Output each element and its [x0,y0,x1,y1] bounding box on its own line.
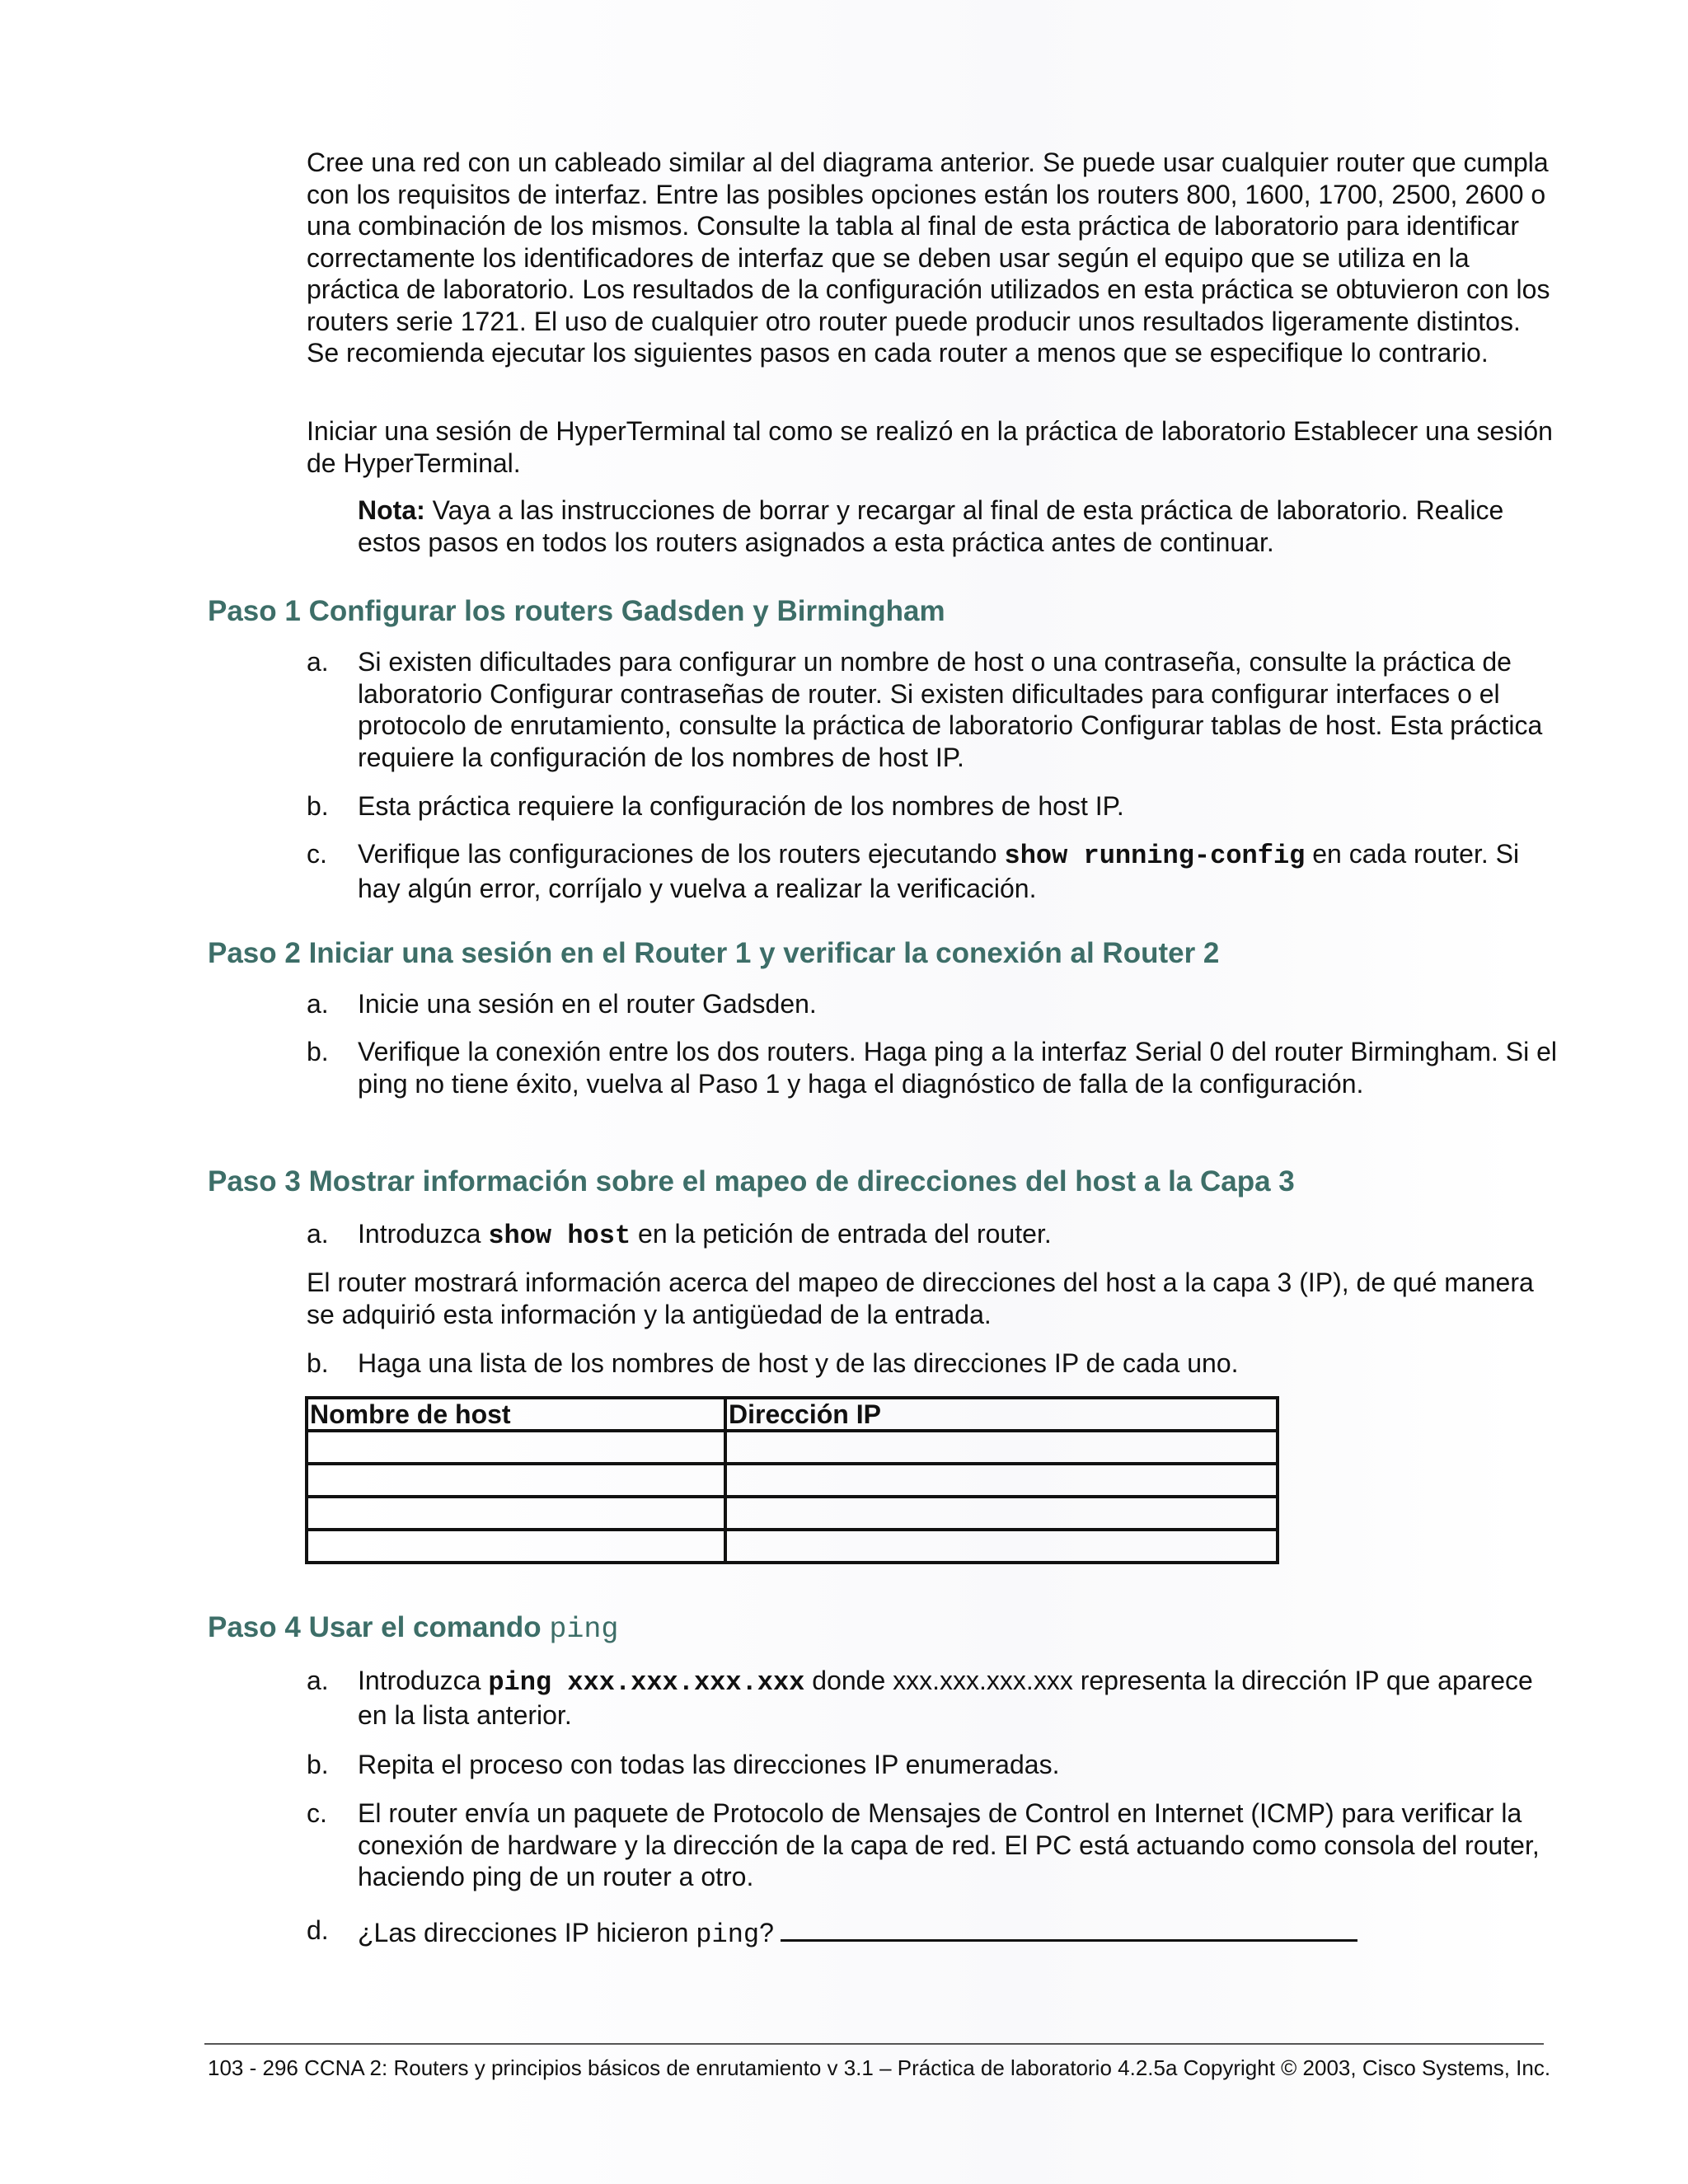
item-label: c. [307,839,327,869]
footer-divider [204,2043,1544,2045]
step-2-item-b [307,1036,1559,1099]
item-label: b. [307,1348,329,1378]
step-1-item-b [307,790,1559,823]
table-row [307,1497,1278,1530]
item-text-pre: Verifique las configuraciones de los routers ejecutando [358,839,1005,869]
note-text: Vaya a las instrucciones de borrar y recargar al final de esta práctica de laboratorio. Realice estos pasos en todos los routers asignados a esta práctica antes de continuar. [358,495,1504,557]
command-show-host: show host [488,1221,631,1251]
item-text-post: en la petición de entrada del router. [631,1219,1052,1249]
item-label: b. [307,791,329,821]
step-2-heading: Paso 2 Iniciar una sesión en el Router 1 y verificar la conexión al Router 2 [208,937,1220,969]
note-label: Nota: [358,495,425,525]
item-label: a. [307,989,329,1019]
note-block [358,494,1545,558]
item-text: Repita el proceso con todas las direcciones IP enumeradas. [358,1750,1060,1779]
command-ping-inline: ping [696,1919,760,1950]
command-show-running-config: show running-config [1004,841,1306,871]
item-text: El router envía un paquete de Protocolo de Mensajes de Control en Internet (ICMP) para verificar la conexión de hardware y la dirección de la capa de red. El PC está actuando como consola del router, haciendo ping de un router a otro. [358,1798,1540,1891]
hostname-cell[interactable] [307,1464,725,1497]
item-text-post: ? [759,1918,774,1947]
item-label: d. [307,1915,329,1945]
step-3-item-a [307,1218,1559,1253]
step-3-item-b [307,1347,1559,1380]
ip-address-cell[interactable] [725,1497,1278,1530]
item-text [358,1665,1559,1731]
item-text [358,1915,1559,1952]
item-text-post: en cada router. Si hay algún error, corríjalo y vuelva a realizar la verificación. [358,839,1520,903]
step-4-heading-command: ping [549,1613,619,1646]
step-3-paragraph: El router mostrará información acerca del mapeo de direcciones del host a la capa 3 (IP), de qué manera se adquirió esta información y la antigüedad de la entrada. [307,1268,1534,1329]
item-text [358,838,1559,904]
column-header-ip-address: Dirección IP [725,1398,1278,1431]
step-1-item-c [307,838,1559,904]
item-text: Inicie una sesión en el router Gadsden. [358,989,817,1019]
page-footer: 103 - 296 CCNA 2: Routers y principios básicos de enrutamiento v 3.1 – Práctica de laboratorio 4.2.5a Copyright © 2003, Cisco Systems, Inc. [208,2055,1551,2080]
table-row [307,1464,1278,1497]
hostname-cell[interactable] [307,1431,725,1464]
step-4-heading-text: Paso 4 Usar el comando [208,1611,550,1643]
answer-blank-line[interactable] [781,1915,1357,1942]
table-header-row [307,1398,1278,1431]
item-text: Esta práctica requiere la configuración de los nombres de host IP. [358,791,1124,821]
item-label: a. [307,647,329,677]
step-1-item-a [307,646,1559,773]
item-text: Si existen dificultades para configurar un nombre de host o una contraseña, consulte la práctica de laboratorio Configurar contraseñas de router. Si existen dificultades para configurar interfaces o el protocolo de enrutamiento, consulte la práctica de laboratorio Configurar tablas de host. Esta práctica requiere la configuración de los nombres de host IP. [358,647,1543,772]
item-label: a. [307,1219,329,1249]
item-text-post: donde xxx.xxx.xxx.xxx representa la dirección IP que aparece en la lista anterior. [358,1666,1533,1730]
hostname-cell[interactable] [307,1530,725,1563]
item-label: b. [307,1750,329,1779]
step-4-item-c [307,1797,1559,1893]
item-text-pre: ¿Las direcciones IP hicieron [358,1918,696,1947]
item-label: b. [307,1037,329,1066]
host-ip-table [305,1396,1279,1564]
item-text-pre: Introduzca [358,1666,489,1695]
step-1-heading: Paso 1 Configurar los routers Gadsden y Birmingham [208,595,945,627]
ip-address-cell[interactable] [725,1530,1278,1563]
table-row [307,1431,1278,1464]
item-label: c. [307,1798,327,1828]
table-row [307,1530,1278,1563]
intro-paragraph: Cree una red con un cableado similar al del diagrama anterior. Se puede usar cualquier router que cumpla con los requisitos de interfaz. Entre las posibles opciones están los routers 800, 1600, 1700, 2500, 2600 o una combinación de los mismos. Consulte la tabla al final de esta práctica de laboratorio para identificar correctamente los identificadores de interfaz que se deben usar según el equipo que se utiliza en la práctica de laboratorio. Los resultados de la configuración utilizados en esta práctica se obtuvieron con los routers serie 1721. El uso de cualquier otro router puede producir unos resultados ligeramente distintos. Se recomienda ejecutar los siguientes pasos en cada router a menos que se especifique lo contrario. [307,148,1550,368]
command-ping: ping xxx.xxx.xxx.xxx [488,1667,805,1698]
hyperterminal-paragraph: Iniciar una sesión de HyperTerminal tal como se realizó en la práctica de laboratorio Establecer una sesión de HyperTerminal. [307,416,1553,478]
ip-address-cell[interactable] [725,1431,1278,1464]
ip-address-cell[interactable] [725,1464,1278,1497]
step-4-item-d [307,1915,1559,1952]
step-4-heading [208,1611,618,1646]
step-2-item-a [307,988,1559,1020]
step-4-item-a [307,1665,1559,1731]
item-label: a. [307,1666,329,1695]
step-4-item-b [307,1749,1559,1781]
column-header-hostname: Nombre de host [307,1398,725,1431]
item-text [358,1218,1559,1253]
step-3-heading: Paso 3 Mostrar información sobre el mapeo de direcciones del host a la Capa 3 [208,1165,1295,1197]
item-text: Verifique la conexión entre los dos routers. Haga ping a la interfaz Serial 0 del router Birmingham. Si el ping no tiene éxito, vuelva al Paso 1 y haga el diagnóstico de falla de la configuración. [358,1037,1557,1099]
item-text-pre: Introduzca [358,1219,489,1249]
item-text: Haga una lista de los nombres de host y de las direcciones IP de cada uno. [358,1348,1239,1378]
hostname-cell[interactable] [307,1497,725,1530]
